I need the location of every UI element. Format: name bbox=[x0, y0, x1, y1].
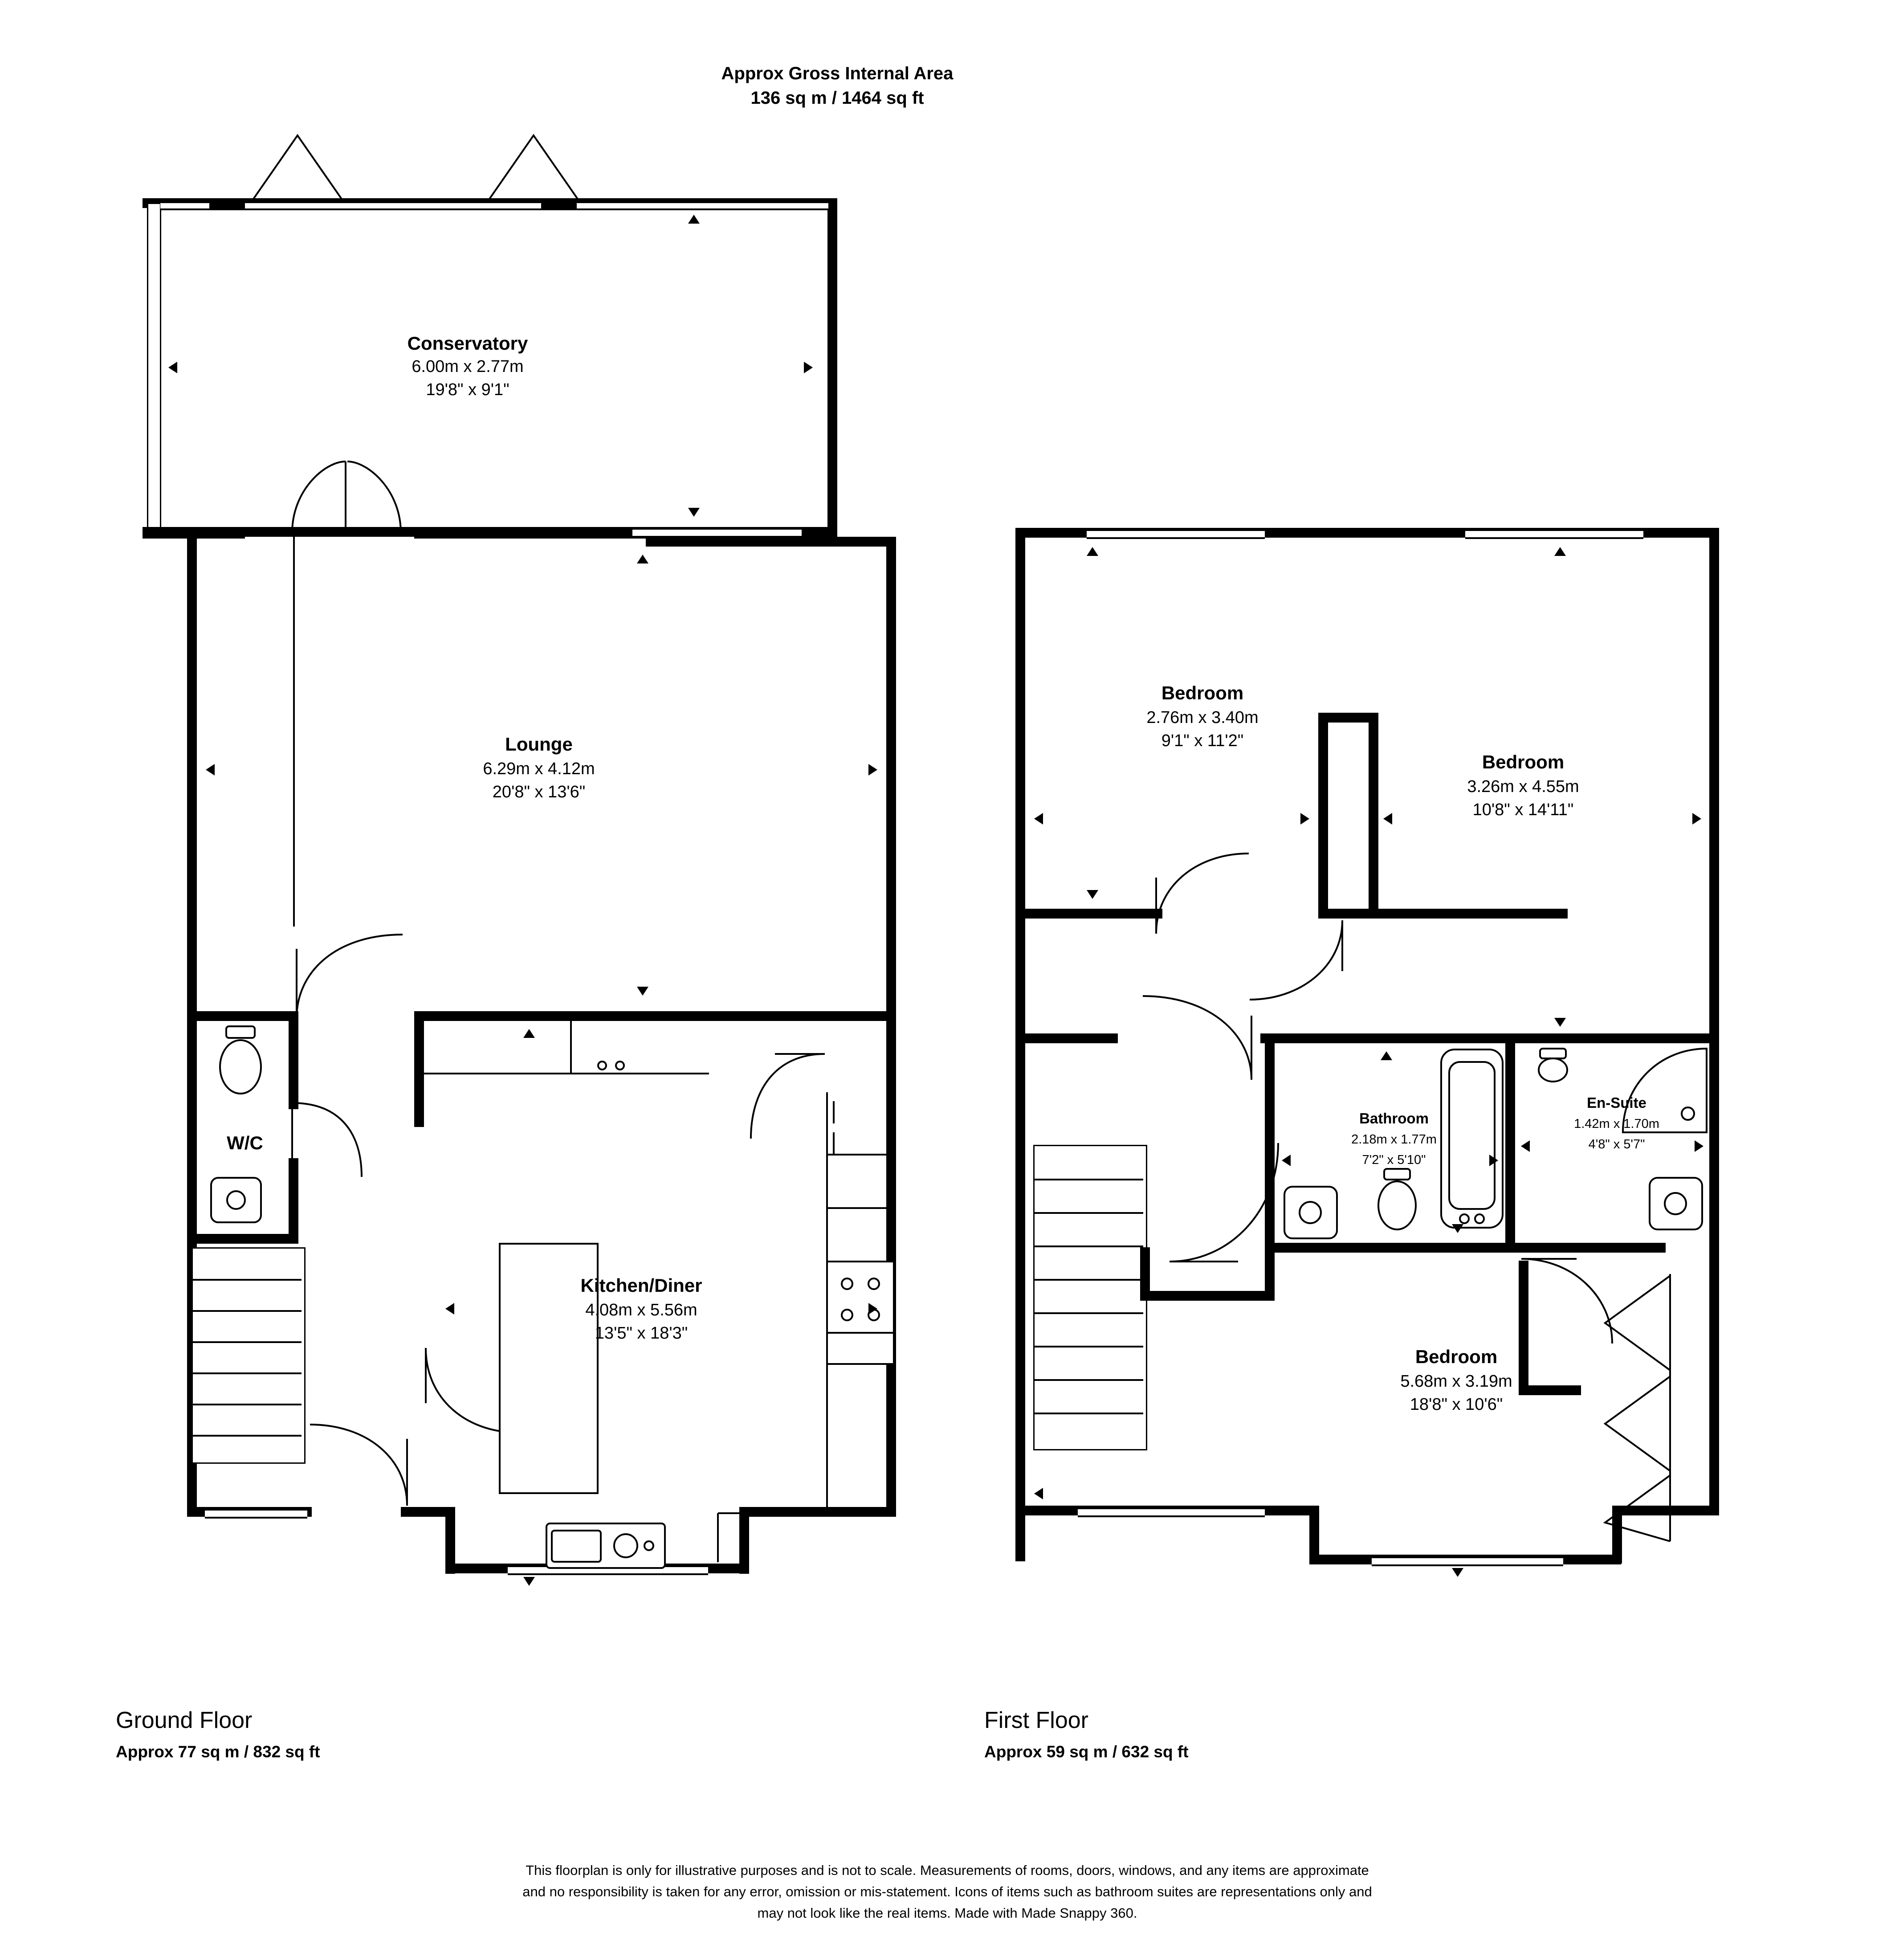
bed1-arrow-right bbox=[1300, 813, 1309, 825]
conservatory-arrow-down bbox=[688, 508, 700, 517]
room-dim-ensuite-ft: 4'8" x 5'7" bbox=[1588, 1137, 1645, 1152]
bathroom-arrow-up bbox=[1381, 1051, 1392, 1060]
lounge-arrow-down bbox=[637, 987, 648, 996]
room-dim-bathroom-m: 2.18m x 1.77m bbox=[1351, 1132, 1437, 1147]
conservatory-door-open-1 bbox=[249, 134, 347, 200]
disclaimer-line-2: and no responsibility is taken for any error, omission or mis-statement. Icons of items such as bathroom suites are representations only and bbox=[522, 1884, 1372, 1899]
bed2-arrow-right bbox=[1692, 813, 1701, 825]
lounge-arrow-left bbox=[206, 764, 215, 776]
front-door bbox=[307, 1421, 410, 1510]
ff-stairs-treads bbox=[1035, 1146, 1143, 1446]
room-dim-conservatory-m: 6.00m x 2.77m bbox=[412, 357, 524, 376]
ff-wardrobe-doors bbox=[1603, 1274, 1701, 1541]
room-label-bedroom-2: Bedroom bbox=[1482, 751, 1565, 772]
ff-window-bottom-left bbox=[1078, 1507, 1265, 1517]
ff-wall-right-upper bbox=[1709, 528, 1719, 1045]
room-label-bedroom-3: Bedroom bbox=[1415, 1346, 1498, 1367]
ff-bed2-door bbox=[1247, 918, 1345, 1002]
room-label-lounge: Lounge bbox=[505, 734, 573, 755]
room-label-wc: W/C bbox=[227, 1132, 263, 1153]
room-label-ensuite: En-Suite bbox=[1587, 1094, 1646, 1111]
room-dim-lounge-m: 6.29m x 4.12m bbox=[483, 760, 595, 778]
ensuite-arrow-right bbox=[1695, 1140, 1703, 1152]
bed2-arrow-left bbox=[1383, 813, 1392, 825]
lounge-kitchen-wall-v bbox=[414, 1011, 424, 1127]
room-dim-bedroom-3-m: 5.68m x 3.19m bbox=[1400, 1372, 1512, 1391]
gross-area-title: Approx Gross Internal Area bbox=[721, 64, 954, 83]
room-dim-bedroom-1-m: 2.76m x 3.40m bbox=[1146, 708, 1259, 727]
ff-bed3-door bbox=[1519, 1256, 1617, 1345]
first-floor-area: Approx 59 sq m / 632 sq ft bbox=[984, 1743, 1189, 1761]
lounge-kitchen-wall bbox=[419, 1011, 896, 1021]
conservatory-glazed-left bbox=[147, 203, 161, 535]
room-dim-bedroom-2-ft: 10'8" x 14'11" bbox=[1472, 800, 1574, 819]
ff-ensuite-wall-bottom bbox=[1514, 1243, 1666, 1253]
wc-toilet-icon bbox=[209, 1025, 272, 1114]
ff-ensuite-wall-right bbox=[1709, 1033, 1719, 1252]
bathroom-toilet-icon bbox=[1372, 1167, 1425, 1247]
room-dim-ensuite-m: 1.42m x 1.70m bbox=[1574, 1117, 1659, 1131]
lounge-window-top bbox=[632, 528, 802, 538]
bed1-arrow-down bbox=[1087, 890, 1098, 899]
ensuite-basin-icon bbox=[1648, 1176, 1706, 1238]
wc-basin-icon bbox=[209, 1176, 267, 1229]
conservatory-arrow-left bbox=[168, 362, 177, 373]
wc-door bbox=[285, 1100, 365, 1180]
bed2-arrow-up bbox=[1554, 547, 1566, 556]
room-label-bedroom-1: Bedroom bbox=[1161, 682, 1244, 703]
ff-bed3-wall-top-left bbox=[1140, 1291, 1274, 1301]
bathroom-basin-icon bbox=[1283, 1185, 1341, 1247]
room-dim-lounge-ft: 20'8" x 13'6" bbox=[492, 783, 586, 801]
kitchen-arrow-right bbox=[868, 1303, 877, 1315]
conservatory-window-top bbox=[160, 201, 828, 210]
room-label-bathroom: Bathroom bbox=[1359, 1110, 1429, 1127]
ff-bed2-wall-bottom bbox=[1318, 909, 1568, 919]
bathroom-arrow-right bbox=[1489, 1155, 1498, 1166]
ff-landing-wall-left bbox=[1015, 1033, 1118, 1043]
disclaimer-line-3: may not look like the real items. Made with Made Snappy 360. bbox=[757, 1905, 1137, 1921]
wc-wall-right bbox=[289, 1011, 298, 1109]
ff-landing-door-left bbox=[1140, 993, 1256, 1082]
ensuite-toilet-icon bbox=[1532, 1047, 1585, 1082]
bed2-arrow-down bbox=[1554, 1018, 1566, 1027]
bed3-arrow-down bbox=[1452, 1568, 1463, 1577]
conservatory-arrow-right bbox=[804, 362, 813, 373]
ff-wall-right-lower bbox=[1709, 1252, 1719, 1515]
ground-stairs-treads bbox=[193, 1249, 302, 1460]
room-dim-kitchen-ft: 13'5" x 18'3" bbox=[595, 1324, 688, 1343]
room-label-conservatory: Conservatory bbox=[407, 333, 528, 354]
room-dim-bedroom-2-m: 3.26m x 4.55m bbox=[1467, 777, 1579, 796]
kitchen-arrow-down bbox=[523, 1577, 535, 1586]
conservatory-door-open-2 bbox=[485, 134, 583, 200]
room-label-kitchen: Kitchen/Diner bbox=[580, 1275, 702, 1296]
conservatory-pier-1 bbox=[209, 198, 245, 210]
room-dim-kitchen-m: 4.08m x 5.56m bbox=[585, 1301, 697, 1319]
hall-wc-wall-top bbox=[187, 1011, 298, 1021]
disclaimer-line-1: This floorplan is only for illustrative purposes and is not to scale. Measurements of rooms, doors, windows, and any items are approximate bbox=[526, 1862, 1369, 1878]
ff-window-top-right bbox=[1465, 529, 1643, 539]
room-dim-bathroom-ft: 7'2" x 5'10" bbox=[1362, 1153, 1426, 1167]
ff-window-bottom-mid bbox=[1372, 1556, 1563, 1566]
kitchen-sink-icon bbox=[546, 1523, 666, 1572]
ground-floor-label: Ground Floor bbox=[116, 1707, 253, 1733]
ff-wall-left bbox=[1015, 528, 1025, 1561]
ff-wall-bottom-right bbox=[1612, 1506, 1719, 1515]
kitchen-arrow-up bbox=[523, 1029, 535, 1038]
conservatory-french-doors bbox=[267, 454, 428, 535]
front-window-left bbox=[205, 1509, 307, 1519]
bed1-arrow-up bbox=[1087, 547, 1098, 556]
ensuite-arrow-left bbox=[1521, 1140, 1530, 1152]
ff-bathroom-wall-left bbox=[1265, 1033, 1275, 1252]
bathroom-arrow-down bbox=[1452, 1224, 1463, 1233]
ff-window-top-left bbox=[1087, 529, 1265, 539]
bathroom-arrow-left bbox=[1282, 1155, 1291, 1166]
ff-top-wall-pier bbox=[1265, 528, 1465, 538]
gross-area-value: 136 sq m / 1464 sq ft bbox=[750, 88, 924, 108]
conservatory-bottom-mid-seg bbox=[414, 527, 646, 539]
conservatory-arrow-up bbox=[688, 215, 700, 224]
room-dim-bedroom-3-ft: 18'8" x 10'6" bbox=[1410, 1395, 1503, 1414]
lounge-door bbox=[294, 931, 419, 1020]
ground-floor-area: Approx 77 sq m / 832 sq ft bbox=[116, 1743, 320, 1761]
ff-ensuite-wall-top bbox=[1514, 1033, 1719, 1043]
bed1-arrow-left bbox=[1034, 813, 1043, 825]
room-dim-conservatory-ft: 19'8" x 9'1" bbox=[426, 380, 509, 399]
ff-landing-wall-top-left bbox=[1015, 909, 1162, 919]
ff-bed1-door bbox=[1153, 851, 1251, 935]
kitchen-arrow-left bbox=[445, 1303, 454, 1315]
wc-wall-bottom bbox=[187, 1234, 298, 1244]
first-floor-label: First Floor bbox=[984, 1707, 1088, 1733]
lounge-arrow-right bbox=[868, 764, 877, 776]
lounge-arrow-up bbox=[637, 555, 648, 564]
bed3-arrow-left bbox=[1034, 1488, 1043, 1499]
conservatory-wall-right bbox=[827, 198, 837, 537]
house-wall-top-right bbox=[646, 537, 896, 547]
room-dim-bedroom-1-ft: 9'1" x 11'2" bbox=[1161, 731, 1244, 750]
